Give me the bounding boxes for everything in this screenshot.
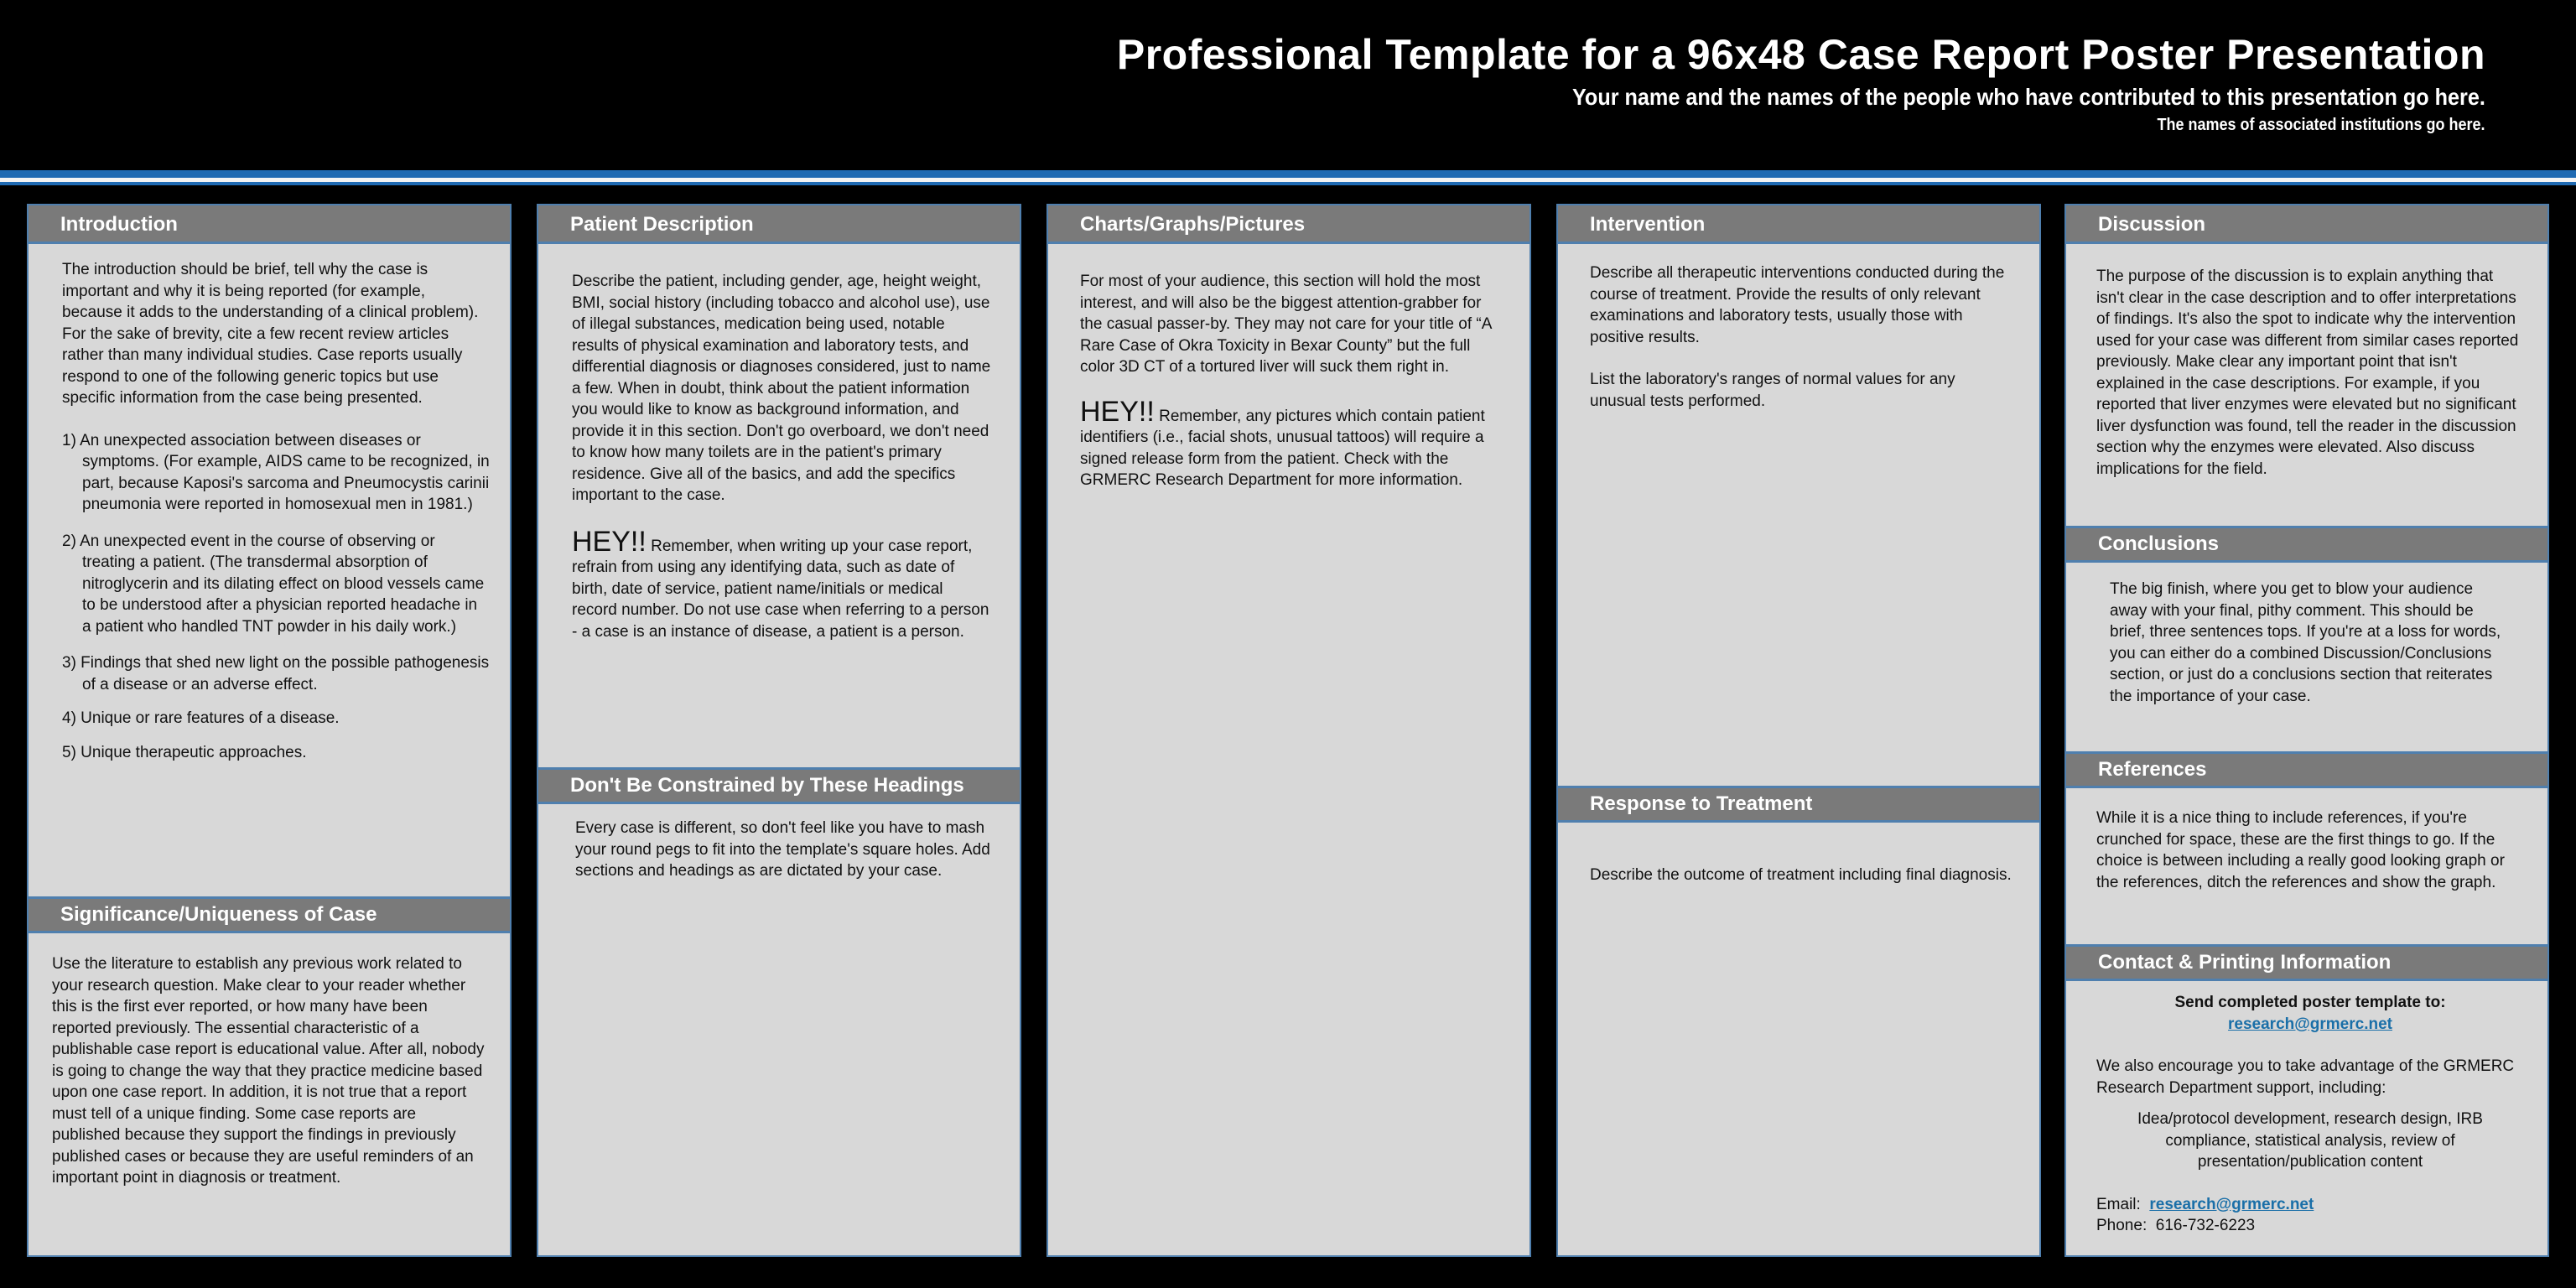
- introduction-item: 4) Unique or rare features of a disease.: [62, 709, 340, 727]
- column-5: [2064, 204, 2549, 1257]
- column-3: [1046, 204, 1531, 1257]
- discussion-heading: Discussion: [2066, 205, 2547, 244]
- email-label: Email:: [2096, 1195, 2141, 1213]
- header-divider-blue-lower: [0, 182, 2576, 185]
- poster-title: Professional Template for a 96x48 Case Report Poster Presentation: [1116, 31, 2485, 78]
- email-line: [2096, 1194, 2524, 1216]
- introduction-heading: Introduction: [29, 205, 510, 244]
- column-4: [1556, 204, 2041, 1257]
- discussion-body: [2096, 266, 2524, 480]
- phone-label: Phone:: [2096, 1217, 2148, 1234]
- response-heading: Response to Treatment: [1558, 786, 2039, 823]
- contact-body: [2096, 992, 2524, 1237]
- column-2: [537, 204, 1021, 1257]
- send-email-link[interactable]: research@grmerc.net: [2228, 1015, 2392, 1033]
- poster-institutions: The names of associated institutions go here.: [2157, 116, 2485, 134]
- constrained-paragraph: Every case is different, so don't feel like you have to mash your round pegs to fit into the template's square holes. Add sections and headings as are dictated by your case.: [575, 819, 990, 880]
- significance-heading: Significance/Uniqueness of Case: [29, 896, 510, 933]
- significance-paragraph: Use the literature to establish any previous work related to your research question. Make clear to your reader whether this is the first ever reported, or how many have been reported previously. The essential characteristic of a publishable case report is educational value. After all, nobody is going to change the way that they practice medicine based upon one case report. In addition, it is not true that a report must tell of a unique finding. Some case reports are published because they support the findings in previously published cases or because they are useful reminders of an important point in diagnosis or treatment.: [52, 955, 485, 1187]
- column-1: [27, 204, 512, 1257]
- encourage-text: We also encourage you to take advantage of the GRMERC Research Department support, including:: [2096, 1057, 2515, 1097]
- phone-number: 616-732-6223: [2155, 1217, 2256, 1234]
- services-text: Idea/protocol development, research design, IRB compliance, statistical analysis, review of presentation/publication content: [2137, 1110, 2483, 1171]
- contact-email-link[interactable]: research@grmerc.net: [2149, 1195, 2314, 1213]
- discussion-paragraph: The purpose of the discussion is to explain anything that isn't clear in the case description and to offer interpretations of findings. It's also the spot to indicate why the intervention used for your case was different from similar cases reported previously. Make clear any important point that isn't explained in the case descriptions. For example, if you reported that liver enzymes were elevated but no significant liver dysfunction was found, tell the reader in the discussion section why the enzymes were elevated. Also discuss implications for the field.: [2096, 267, 2519, 478]
- poster-authors: Your name and the names of the people who have contributed to this presentation go here.: [1572, 84, 2485, 110]
- response-body: [1590, 865, 2014, 886]
- patient-description-paragraph: Describe the patient, including gender, age, height weight, BMI, social history (including tobacco and alcohol use), use of illegal substances, medication being used, notable results of physical examination and laboratory tests, and differential diagnosis or diagnoses considered, just to name a few. When in doubt, think about the patient information you would like to know as background information, and provide it in this section. Don't go overboard, we don't need to know how many toilets are in the patient's primary residence. Give all of the basics, and add the specifics important to the case.: [572, 273, 991, 504]
- patient-description-heading: Patient Description: [538, 205, 1020, 244]
- header-divider-blue: [0, 170, 2576, 178]
- send-label: Send completed poster template to:: [2174, 994, 2446, 1011]
- phone-line: [2096, 1215, 2524, 1237]
- introduction-paragraph: The introduction should be brief, tell why the case is important and why it is being reported (for example, because it adds to the understanding of a clinical problem). For the sake of brevity, cite a few recent review articles rather than many individual studies. Case reports usually respond to one of the following generic topics but use specific information from the case being presented.: [62, 261, 479, 407]
- patient-hey-text: Remember, when writing up your case report, refrain from using any identifying data, such as date of birth, date of service, patient name/initials or medical record number. Do not use case when referring to a person - a case is an instance of disease, a patient is a person.: [572, 537, 989, 641]
- constrained-heading: Don't Be Constrained by These Headings: [538, 767, 1020, 804]
- conclusions-body: [2110, 579, 2512, 707]
- patient-description-body: [572, 271, 991, 642]
- conclusions-paragraph: The big finish, where you get to blow your audience away with your final, pithy comment. This should be brief, three sentences tops. If you're at a loss for words, you can either do a combined Discussion/Conclusions section, or just do a conclusions section that reiterates the importance of your case.: [2110, 580, 2501, 705]
- introduction-item: 5) Unique therapeutic approaches.: [62, 743, 307, 761]
- intervention-heading: Intervention: [1558, 205, 2039, 244]
- significance-body: [52, 953, 488, 1189]
- response-paragraph: Describe the outcome of treatment including final diagnosis.: [1590, 866, 2012, 884]
- charts-heading: Charts/Graphs/Pictures: [1048, 205, 1530, 244]
- poster-header: [0, 0, 2576, 168]
- hey-callout: HEY!!: [1080, 395, 1155, 428]
- introduction-item: 1) An unexpected association between diseases or symptoms. (For example, AIDS came to be recognized, in part, because Kaposi's sarcoma and Pneumocystis carinii pneumonia were reported in homosexual men in 1981.): [62, 431, 490, 513]
- references-paragraph: While it is a nice thing to include references, if you're crunched for space, these are the first things to go. If the choice is between including a really good looking graph or the references, ditch the references and show the graph.: [2096, 809, 2505, 891]
- intervention-paragraph-2: List the laboratory's ranges of normal values for any unusual tests performed.: [1590, 371, 1955, 410]
- intervention-paragraph: Describe all therapeutic interventions conducted during the course of treatment. Provide the results of only relevant examinations and laboratory tests, usually those with positive results.: [1590, 264, 2005, 346]
- contact-heading: Contact & Printing Information: [2066, 944, 2547, 981]
- introduction-body: [62, 259, 490, 763]
- charts-hey-text: Remember, any pictures which contain patient identifiers (i.e., facial shots, unusual tattoos) will require a signed release form from the patient. Check with the GRMERC Research Department for more information.: [1080, 407, 1485, 489]
- introduction-item: 2) An unexpected event in the course of observing or treating a patient. (The transdermal absorption of nitroglycerin and its dilating effect on blood vessels came to be understood after a physician reported headache in a patient who handled TNT powder in his daily work.): [62, 532, 485, 636]
- references-body: [2096, 808, 2524, 893]
- references-heading: References: [2066, 751, 2547, 788]
- patient-hey-note: [572, 527, 991, 643]
- hey-callout: HEY!!: [572, 525, 647, 558]
- charts-paragraph: For most of your audience, this section will hold the most interest, and will also be the biggest attention-grabber for the casual passer-by. They may not care for your title of “A Rare Case of Okra Toxicity in Bexar County” but the full color 3D CT of a tortured liver will suck them right in.: [1080, 273, 1492, 376]
- conclusions-heading: Conclusions: [2066, 526, 2547, 563]
- constrained-body: [575, 818, 995, 882]
- charts-hey-note: [1080, 397, 1501, 491]
- intervention-body: [1590, 262, 2014, 412]
- introduction-item: 3) Findings that shed new light on the possible pathogenesis of a disease or an adverse effect.: [62, 654, 490, 693]
- charts-body: [1080, 271, 1501, 491]
